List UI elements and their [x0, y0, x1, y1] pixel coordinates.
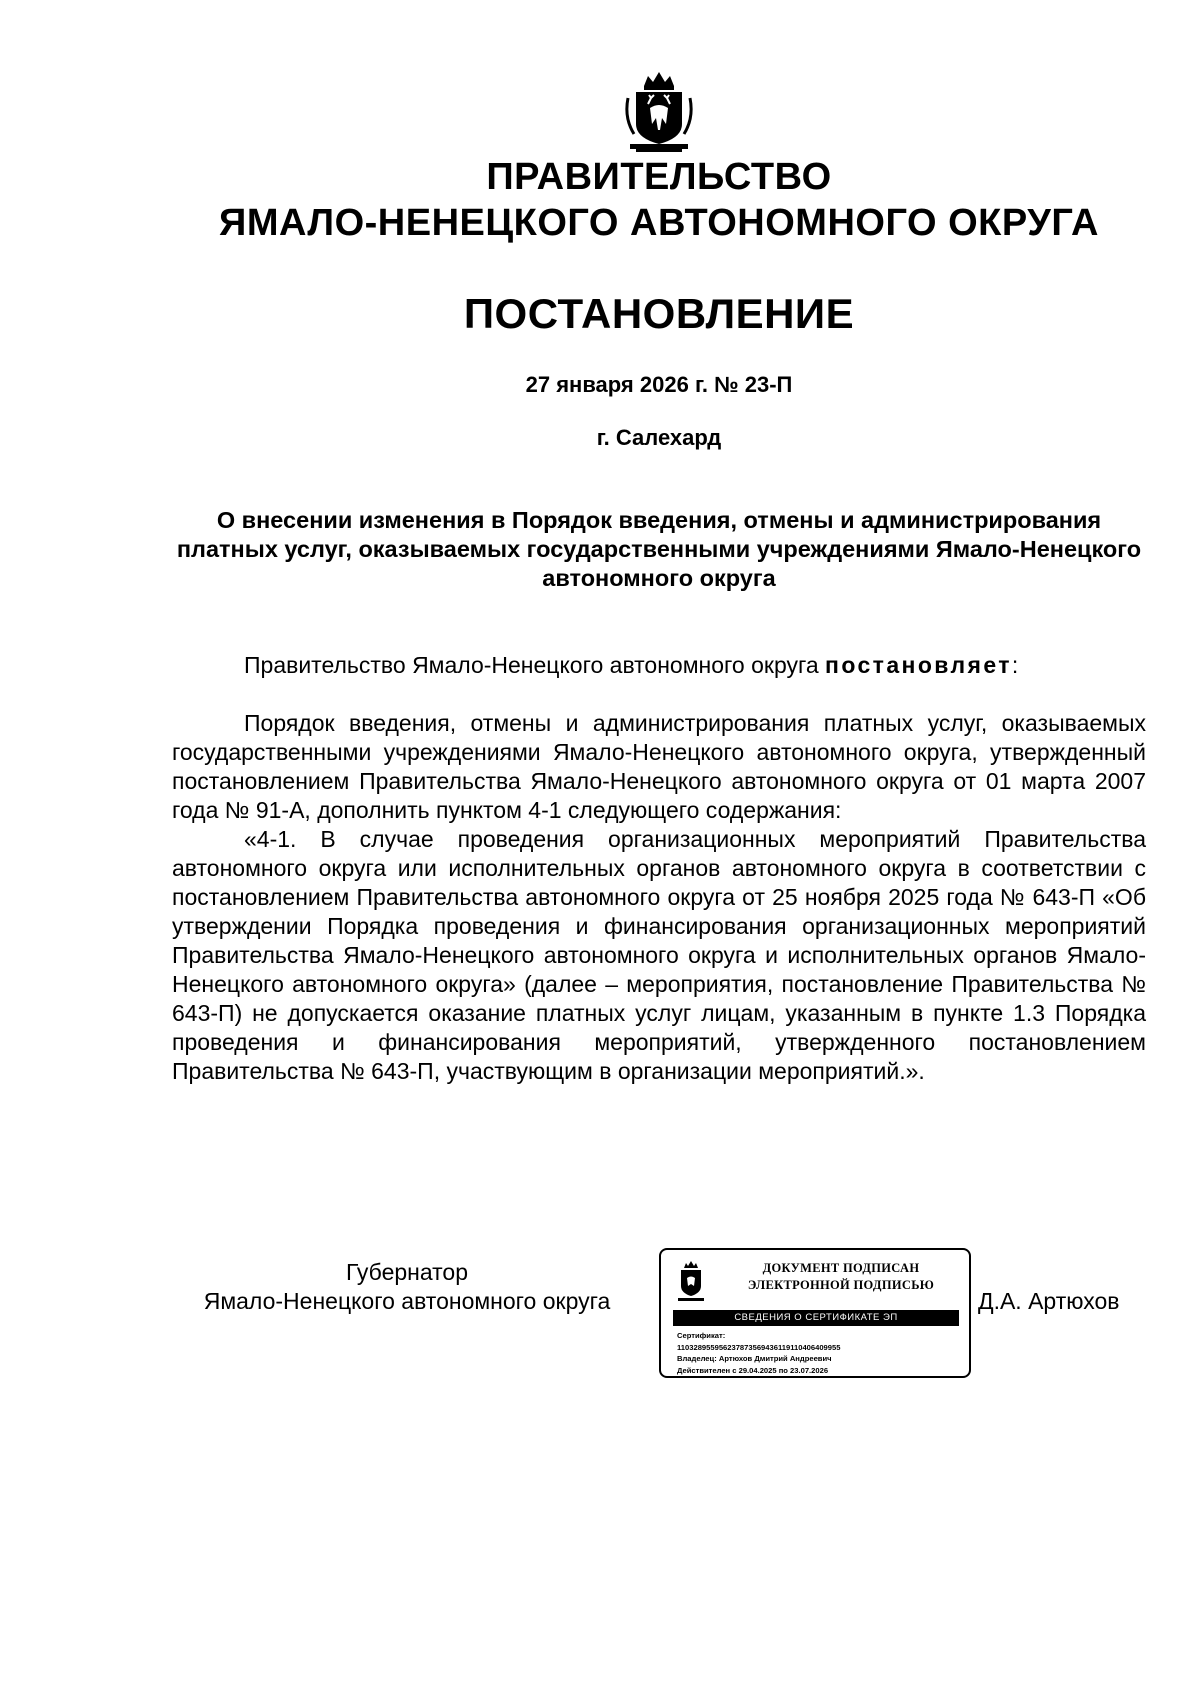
preamble-punct: : [1011, 652, 1019, 678]
certificate-validity: Действителен с 29.04.2025 по 23.07.2026 [677, 1365, 829, 1375]
signer-position-line2: Ямало-Ненецкого автономного округа [203, 1288, 611, 1314]
stamp-heading-line1: ДОКУМЕНТ ПОДПИСАН [762, 1261, 920, 1275]
stamp-heading-line2: ЭЛЕКТРОННОЙ ПОДПИСЬЮ [747, 1278, 935, 1292]
body-paragraph-1: Порядок введения, отмены и администрирования платных услуг, оказываемых государственными учреждениями Ямало-Ненецкого автономного округа, утвержденный постановлением Правительства Ямало-Ненецкого автономного округа от 01 марта 2007 года № 91-А, дополнить пунктом 4-1 следующего содержания: [172, 710, 1146, 823]
document-type-title: ПОСТАНОВЛЕНИЕ [463, 290, 855, 337]
document-date-number: 27 января 2026 г. № 23-П [525, 372, 793, 397]
document-subject: О внесении изменения в Порядок введения, отмены и администрирования платных услуг, оказываемых государственными учреждениями Ямало-Ненецкого автономного округа [176, 507, 1142, 591]
stamp-emblem-icon [674, 1260, 708, 1304]
certificate-number: 110328955956237873569436119110406409955 [677, 1342, 841, 1352]
document-body [172, 709, 1146, 1086]
signer-name: Д.А. Артюхов [978, 1288, 1120, 1314]
document-city: г. Салехард [596, 425, 722, 450]
certificate-label: Сертификат: [677, 1331, 726, 1340]
stamp-heading [721, 1260, 961, 1294]
preamble-paragraph [172, 651, 1146, 680]
signer-position [172, 1258, 642, 1316]
e-signature-stamp [659, 1248, 971, 1378]
stamp-certificate-info [677, 1330, 840, 1376]
coat-of-arms-emblem [622, 68, 696, 154]
body-paragraph-2: «4-1. В случае проведения организационных мероприятий Правительства автономного округа или исполнительных органов автономного округа в соответствии с постановлением Правительства автономного округа от 25 ноября 2025 года № 643-П «Об утверждении Порядка проведения и финансирования организационных мероприятий Правительства Ямало-Ненецкого автономного округа и исполнительных органов Ямало-Ненецкого автономного округа» (далее – мероприятия, постановление Правительства № 643-П) не допускается оказание платных услуг лицам, указанным в пункте 1.3 Порядка проведения и финансирования мероприятий, утвержденного постановлением Правительства № 643-П, участвующим в организации мероприятий.». [172, 826, 1146, 1084]
certificate-owner: Владелец: Артюхов Дмитрий Андреевич [677, 1354, 832, 1363]
preamble-text: Правительство Ямало-Ненецкого автономного округа [244, 652, 826, 678]
organization-name-line1: ПРАВИТЕЛЬСТВО [486, 156, 832, 198]
organization-name-line2: ЯМАЛО-НЕНЕЦКОГО АВТОНОМНОГО ОКРУГА [219, 202, 1099, 244]
stamp-certificate-bar: СВЕДЕНИЯ О СЕРТИФИКАТЕ ЭП [673, 1310, 959, 1326]
decree-word: постановляет [825, 652, 1012, 678]
signer-position-line1: Губернатор [345, 1259, 469, 1285]
